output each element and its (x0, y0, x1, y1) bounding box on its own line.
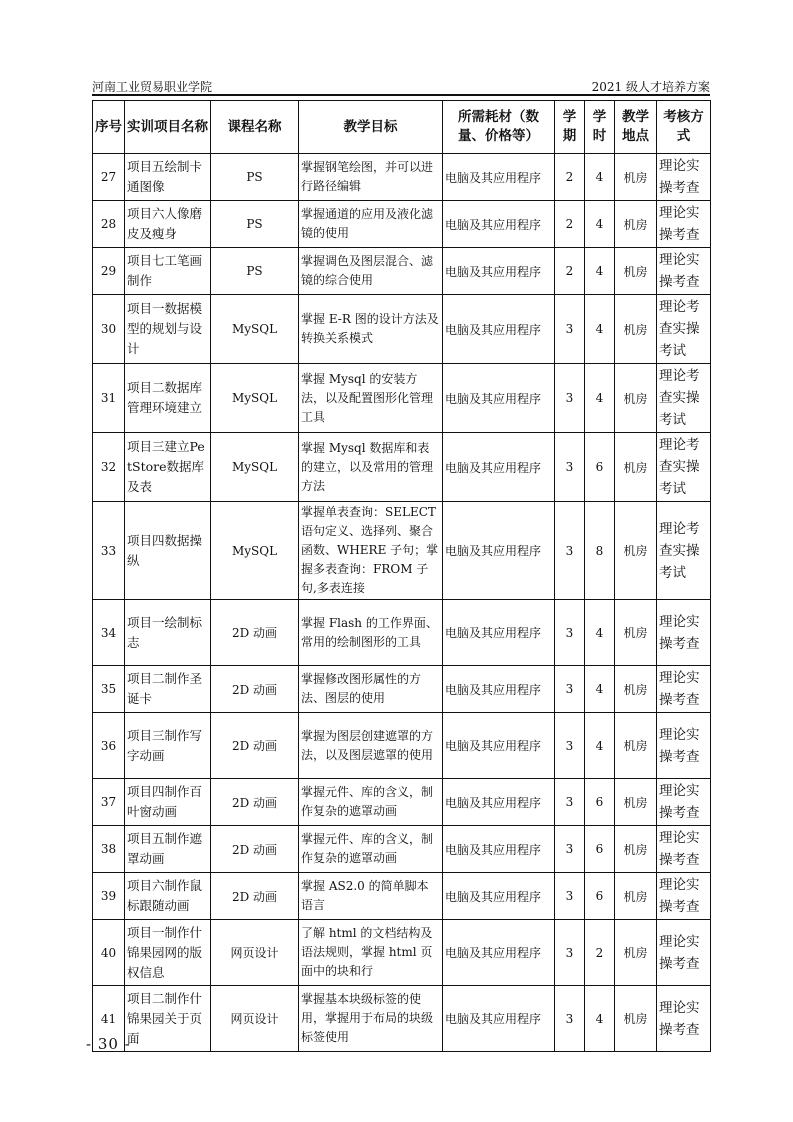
cell-term: 3 (555, 502, 585, 600)
cell-course: MySQL (211, 502, 299, 600)
cell-goal: 掌握 AS2.0 的简单脚本语言 (299, 873, 443, 920)
cell-place: 机房 (615, 666, 657, 713)
cell-course: 2D 动画 (211, 826, 299, 873)
cell-hours: 2 (585, 920, 615, 986)
cell-goal: 掌握为图层创建遮罩的方法，以及图层遮罩的使用 (299, 713, 443, 779)
cell-exam: 理论实操考查 (657, 826, 711, 873)
cell-place: 机房 (615, 600, 657, 666)
cell-no: 36 (93, 713, 125, 779)
table-row (93, 986, 711, 1052)
cell-no: 29 (93, 248, 125, 295)
table-header (93, 101, 711, 154)
cell-term: 2 (555, 154, 585, 201)
cell-no: 28 (93, 201, 125, 248)
page-header (92, 78, 710, 94)
cell-exam: 理论实操考查 (657, 873, 711, 920)
table-row (93, 433, 711, 502)
cell-course: 2D 动画 (211, 600, 299, 666)
table-row (93, 779, 711, 826)
cell-course: 网页设计 (211, 920, 299, 986)
cell-material: 电脑及其应用程序 (443, 502, 555, 600)
document-title: 2021 级人才培养方案 (591, 80, 710, 94)
cell-hours: 4 (585, 295, 615, 364)
cell-place: 机房 (615, 826, 657, 873)
table-row (93, 502, 711, 600)
cell-no: 40 (93, 920, 125, 986)
cell-exam: 理论实操考查 (657, 986, 711, 1052)
cell-place: 机房 (615, 154, 657, 201)
cell-no: 35 (93, 666, 125, 713)
cell-term: 2 (555, 248, 585, 295)
cell-no: 34 (93, 600, 125, 666)
cell-project: 项目四制作百叶窗动画 (125, 779, 211, 826)
cell-place: 机房 (615, 502, 657, 600)
cell-goal: 掌握 Mysql 数据库和表的建立，以及常用的管理方法 (299, 433, 443, 502)
page-number: - 30 - (86, 1035, 131, 1053)
cell-place: 机房 (615, 295, 657, 364)
table-row (93, 666, 711, 713)
cell-project: 项目一数据模型的规划与设计 (125, 295, 211, 364)
col-header-hours: 学时 (585, 101, 615, 154)
table-row (93, 600, 711, 666)
cell-term: 3 (555, 433, 585, 502)
cell-hours: 4 (585, 248, 615, 295)
cell-hours: 4 (585, 154, 615, 201)
table-row (93, 295, 711, 364)
cell-exam: 理论实操考查 (657, 600, 711, 666)
header-rule (92, 94, 710, 96)
col-header-no: 序号 (93, 101, 125, 154)
cell-goal: 掌握调色及图层混合、滤镜的综合使用 (299, 248, 443, 295)
table-row (93, 364, 711, 433)
cell-hours: 4 (585, 666, 615, 713)
table-row (93, 920, 711, 986)
cell-exam: 理论实操考查 (657, 666, 711, 713)
cell-no: 30 (93, 295, 125, 364)
cell-goal: 掌握 E-R 图的设计方法及转换关系模式 (299, 295, 443, 364)
table-row (93, 154, 711, 201)
cell-material: 电脑及其应用程序 (443, 986, 555, 1052)
cell-material: 电脑及其应用程序 (443, 154, 555, 201)
cell-place: 机房 (615, 433, 657, 502)
cell-term: 2 (555, 201, 585, 248)
cell-course: 2D 动画 (211, 666, 299, 713)
cell-project: 项目四数据操纵 (125, 502, 211, 600)
cell-hours: 8 (585, 502, 615, 600)
cell-exam: 理论实操考查 (657, 779, 711, 826)
cell-no: 32 (93, 433, 125, 502)
cell-project: 项目二制作圣诞卡 (125, 666, 211, 713)
cell-material: 电脑及其应用程序 (443, 666, 555, 713)
cell-material: 电脑及其应用程序 (443, 779, 555, 826)
cell-course: PS (211, 154, 299, 201)
col-header-exam: 考核方式 (657, 101, 711, 154)
cell-material: 电脑及其应用程序 (443, 826, 555, 873)
cell-goal: 掌握修改图形属性的方法、图层的使用 (299, 666, 443, 713)
cell-place: 机房 (615, 713, 657, 779)
cell-project: 项目一制作什锦果园网的版权信息 (125, 920, 211, 986)
cell-material: 电脑及其应用程序 (443, 295, 555, 364)
cell-hours: 4 (585, 201, 615, 248)
cell-course: MySQL (211, 364, 299, 433)
cell-no: 37 (93, 779, 125, 826)
table-row (93, 873, 711, 920)
cell-exam: 理论实操考查 (657, 713, 711, 779)
cell-goal: 了解 html 的文档结构及语法规则，掌握 html 页面中的块和行 (299, 920, 443, 986)
cell-exam: 理论考查实操考试 (657, 502, 711, 600)
col-header-term: 学期 (555, 101, 585, 154)
cell-no: 27 (93, 154, 125, 201)
cell-material: 电脑及其应用程序 (443, 201, 555, 248)
cell-course: 2D 动画 (211, 713, 299, 779)
cell-project: 项目二数据库管理环境建立 (125, 364, 211, 433)
cell-hours: 6 (585, 873, 615, 920)
cell-term: 3 (555, 364, 585, 433)
col-header-material: 所需耗材（数量、价格等） (443, 101, 555, 154)
cell-place: 机房 (615, 201, 657, 248)
cell-project: 项目三建立PetStore数据库及表 (125, 433, 211, 502)
cell-material: 电脑及其应用程序 (443, 713, 555, 779)
col-header-project: 实训项目名称 (125, 101, 211, 154)
cell-place: 机房 (615, 873, 657, 920)
cell-place: 机房 (615, 986, 657, 1052)
cell-material: 电脑及其应用程序 (443, 248, 555, 295)
table-row (93, 826, 711, 873)
cell-material: 电脑及其应用程序 (443, 873, 555, 920)
cell-goal: 掌握单表查询：SELECT 语句定义、选择列、聚合函数、WHERE 子句；掌握多表查询：FROM 子句,多表连接 (299, 502, 443, 600)
cell-hours: 6 (585, 433, 615, 502)
cell-goal: 掌握元件、库的含义，制作复杂的遮罩动画 (299, 779, 443, 826)
cell-term: 3 (555, 873, 585, 920)
cell-project: 项目二制作什锦果园关于页面 (125, 986, 211, 1052)
cell-course: 2D 动画 (211, 779, 299, 826)
cell-project: 项目六制作鼠标跟随动画 (125, 873, 211, 920)
cell-term: 3 (555, 713, 585, 779)
cell-course: MySQL (211, 433, 299, 502)
cell-hours: 4 (585, 986, 615, 1052)
cell-material: 电脑及其应用程序 (443, 920, 555, 986)
cell-hours: 6 (585, 779, 615, 826)
cell-exam: 理论考查实操考试 (657, 433, 711, 502)
cell-goal: 掌握基本块级标签的使用，掌握用于布局的块级标签使用 (299, 986, 443, 1052)
cell-place: 机房 (615, 248, 657, 295)
table-row (93, 713, 711, 779)
cell-no: 31 (93, 364, 125, 433)
cell-project: 项目五绘制卡通图像 (125, 154, 211, 201)
table-row (93, 201, 711, 248)
cell-hours: 6 (585, 826, 615, 873)
cell-goal: 掌握钢笔绘图，并可以进行路径编辑 (299, 154, 443, 201)
col-header-goal: 教学目标 (299, 101, 443, 154)
cell-project: 项目六人像磨皮及瘦身 (125, 201, 211, 248)
cell-hours: 4 (585, 364, 615, 433)
cell-place: 机房 (615, 364, 657, 433)
cell-material: 电脑及其应用程序 (443, 364, 555, 433)
cell-no: 39 (93, 873, 125, 920)
cell-course: 网页设计 (211, 986, 299, 1052)
cell-term: 3 (555, 920, 585, 986)
cell-goal: 掌握元件、库的含义，制作复杂的遮罩动画 (299, 826, 443, 873)
school-name: 河南工业贸易职业学院 (92, 80, 213, 94)
cell-course: PS (211, 248, 299, 295)
col-header-course: 课程名称 (211, 101, 299, 154)
cell-exam: 理论实操考查 (657, 201, 711, 248)
cell-term: 3 (555, 779, 585, 826)
training-projects-table (92, 100, 711, 1052)
cell-material: 电脑及其应用程序 (443, 433, 555, 502)
cell-term: 3 (555, 826, 585, 873)
cell-course: PS (211, 201, 299, 248)
cell-project: 项目七工笔画制作 (125, 248, 211, 295)
cell-term: 3 (555, 600, 585, 666)
cell-goal: 掌握 Mysql 的安装方法，以及配置图形化管理工具 (299, 364, 443, 433)
cell-term: 3 (555, 986, 585, 1052)
cell-no: 41 (93, 986, 125, 1052)
col-header-place: 教学地点 (615, 101, 657, 154)
cell-place: 机房 (615, 779, 657, 826)
cell-exam: 理论实操考查 (657, 920, 711, 986)
cell-material: 电脑及其应用程序 (443, 600, 555, 666)
cell-project: 项目五制作遮罩动画 (125, 826, 211, 873)
cell-hours: 4 (585, 600, 615, 666)
cell-project: 项目一绘制标志 (125, 600, 211, 666)
cell-exam: 理论实操考查 (657, 154, 711, 201)
cell-hours: 4 (585, 713, 615, 779)
cell-goal: 掌握通道的应用及液化滤镜的使用 (299, 201, 443, 248)
cell-project: 项目三制作写字动画 (125, 713, 211, 779)
table-body (93, 154, 711, 1052)
cell-place: 机房 (615, 920, 657, 986)
cell-exam: 理论实操考查 (657, 248, 711, 295)
cell-goal: 掌握 Flash 的工作界面、常用的绘制图形的工具 (299, 600, 443, 666)
cell-term: 3 (555, 666, 585, 713)
cell-course: 2D 动画 (211, 873, 299, 920)
cell-no: 33 (93, 502, 125, 600)
table-row (93, 248, 711, 295)
cell-term: 3 (555, 295, 585, 364)
cell-course: MySQL (211, 295, 299, 364)
cell-exam: 理论考查实操考试 (657, 364, 711, 433)
cell-no: 38 (93, 826, 125, 873)
cell-exam: 理论考查实操考试 (657, 295, 711, 364)
